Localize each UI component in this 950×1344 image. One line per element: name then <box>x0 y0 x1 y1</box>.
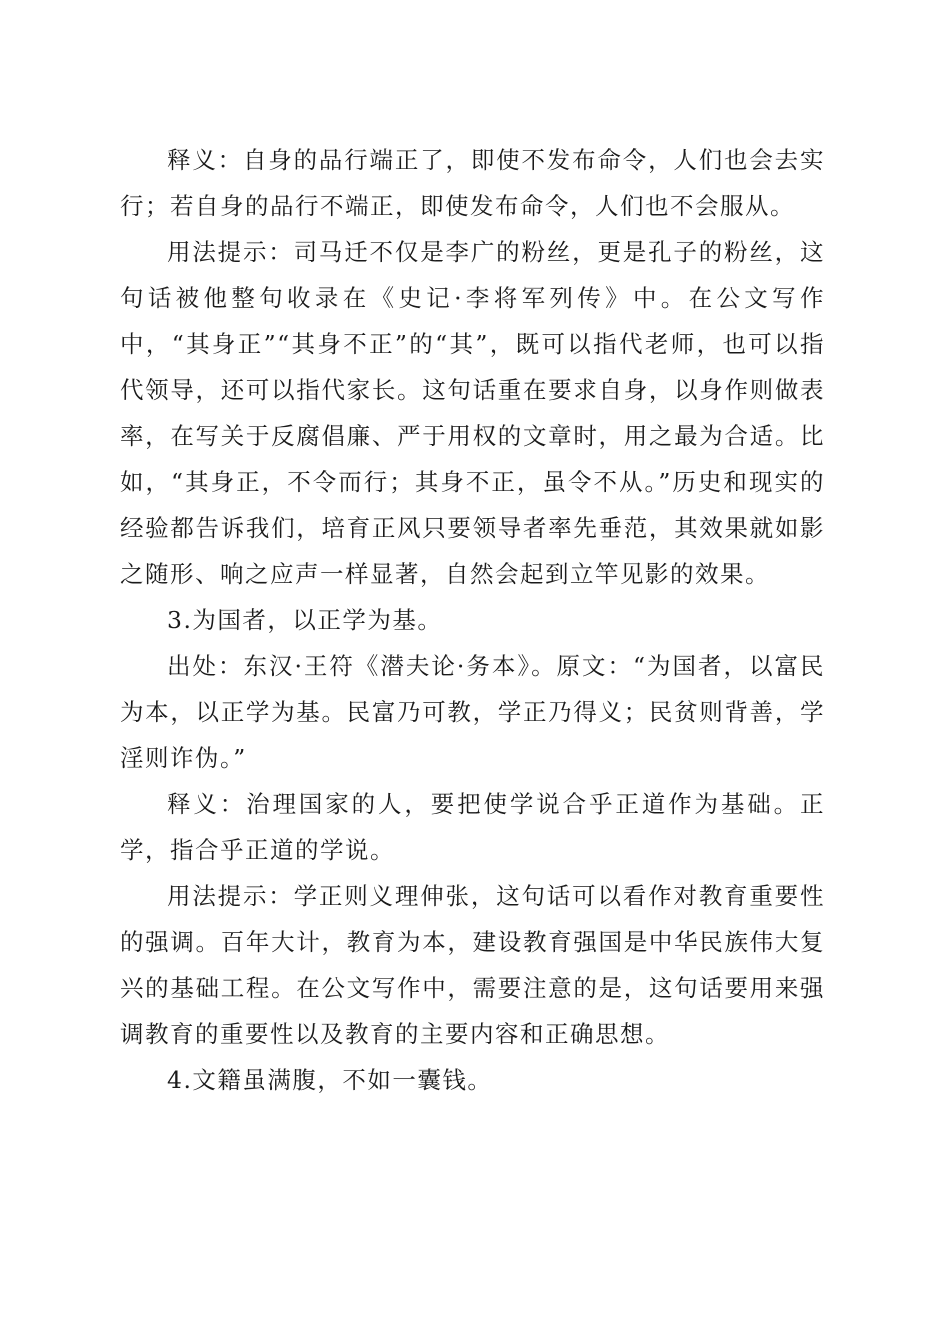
paragraph-heading-3: 3.为国者，以正学为基。 <box>167 606 443 634</box>
paragraph-usage-tip: 用法提示：学正则义理伸张，这句话可以看作对教育重要性的强调。百年大计，教育为本，建设教育强国是中华民族伟大复兴的基础工程。在公文写作中，需要注意的是，这句话要用来强调教育的重要性以及教育的主要内容和正确思想。 <box>120 882 825 1048</box>
paragraph-heading-4: 4.文籍虽满腹，不如一囊钱。 <box>167 1066 493 1094</box>
paragraph-source: 出处：东汉·王符《潜夫论·务本》。原文：“为国者，以富民为本，以正学为基。民富乃可教，学正乃得义；民贫则背善，学淫则诈伪。” <box>120 652 825 772</box>
paragraph-interpretation: 释义：治理国家的人，要把使学说合乎正道作为基础。正学，指合乎正道的学说。 <box>120 790 825 864</box>
document-body <box>120 137 825 1103</box>
paragraph-usage-tip: 用法提示：司马迁不仅是李广的粉丝，更是孔子的粉丝，这句话被他整句收录在《史记·李将军列传》中。在公文写作中，“其身正”“其身不正”的“其”，既可以指代老师，也可以指代领导，还可以指代家长。这句话重在要求自身，以身作则做表率，在写关于反腐倡廉、严于用权的文章时，用之最为合适。比如，“其身正，不令而行；其身不正，虽令不从。”历史和现实的经验都告诉我们，培育正风只要领导者率先垂范，其效果就如影之随形、响之应声一样显著，自然会起到立竿见影的效果。 <box>120 238 825 588</box>
paragraph-interpretation: 释义：自身的品行端正了，即使不发布命令，人们也会去实行；若自身的品行不端正，即使发布命令，人们也不会服从。 <box>120 146 825 220</box>
